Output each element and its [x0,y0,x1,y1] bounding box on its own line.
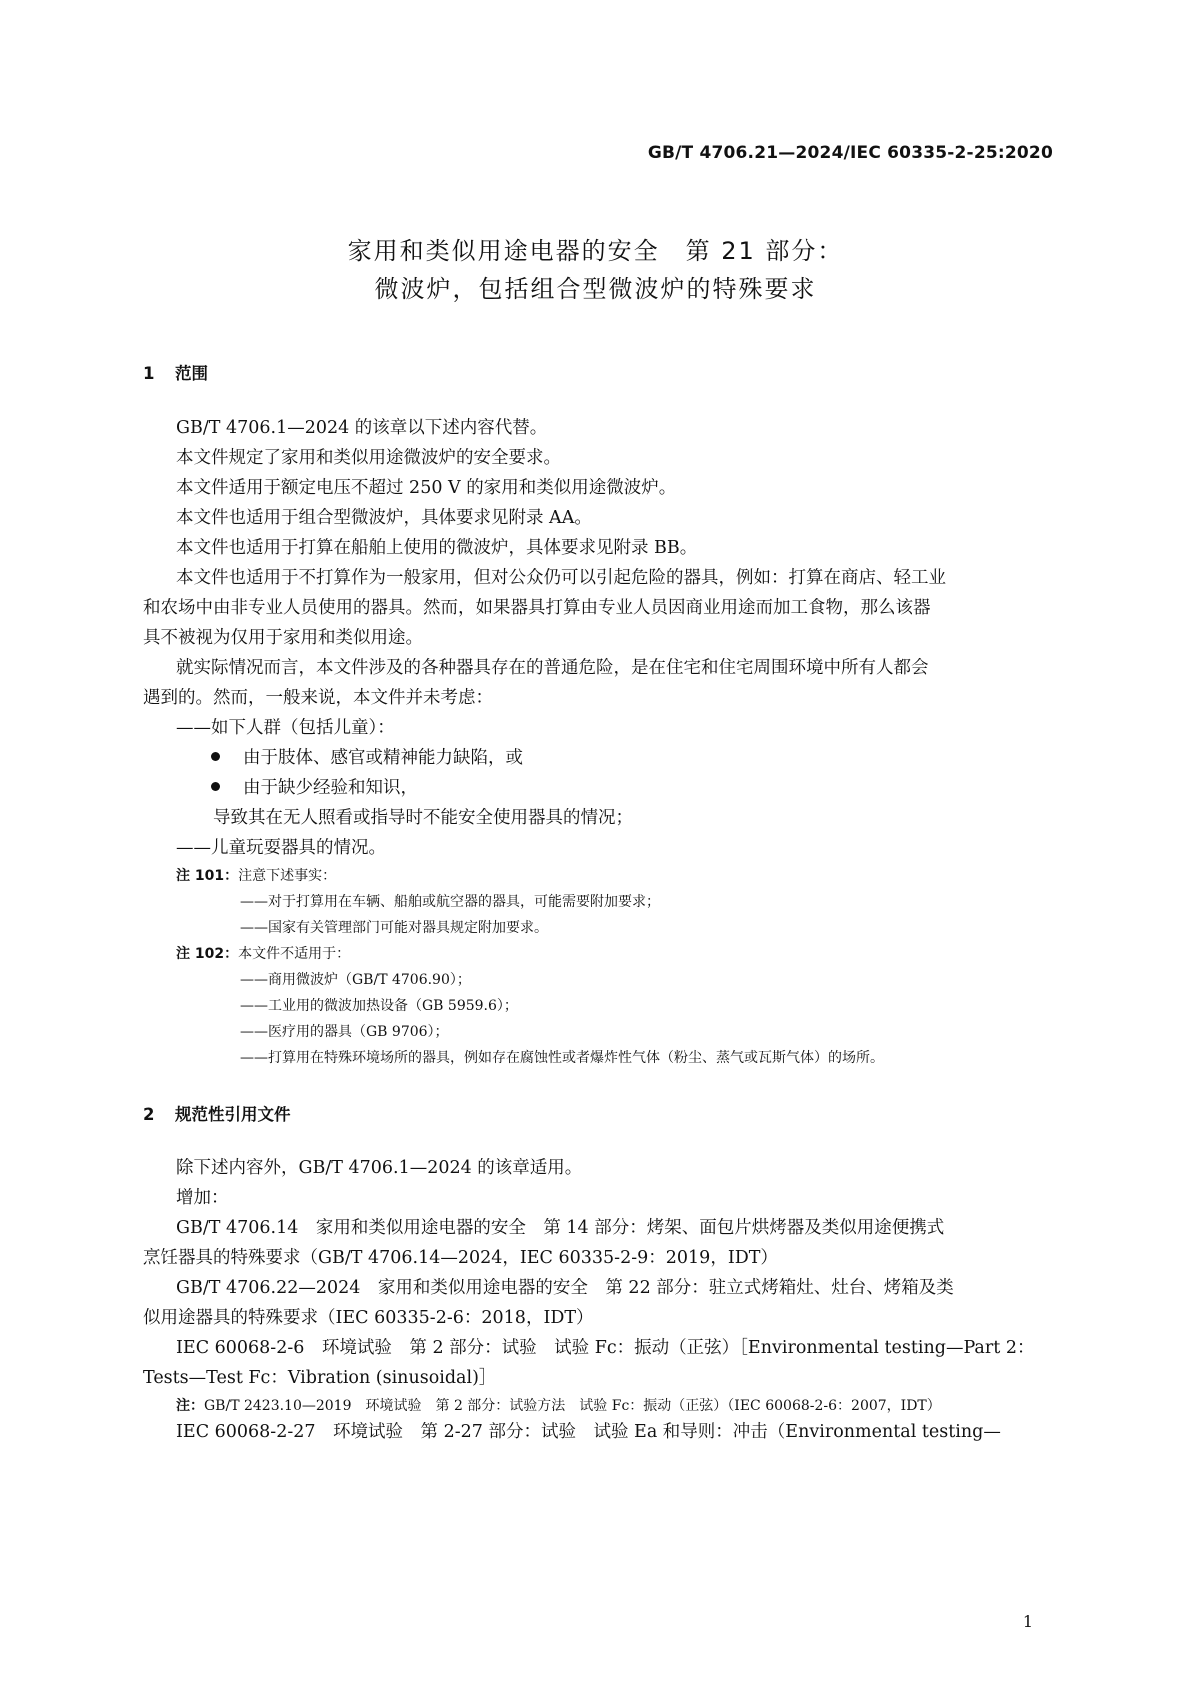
section-2-note: 注：GB/T 2423.10—2019 环境试验 第 2 部分：试验方法 试验 Fc：振动（正弦）（IEC 60068-2-6：2007，IDT） [176,1398,941,1414]
paragraph-line: 和农场中由非专业人员使用的器具。然而，如果器具打算由专业人员因商业用途而加工食物，那么该器 [143,598,931,618]
reference-line: 似用途器具的特殊要求（IEC 60335-2-6：2018，IDT） [143,1308,594,1328]
note-item: ——医疗用的器具（GB 9706）； [240,1024,449,1040]
bullet-item: 由于缺少经验和知识， [211,777,418,799]
title-line-1: 家用和类似用途电器的安全 第 21 部分： [347,237,844,265]
paragraph-line: 增加： [176,1188,229,1208]
note-item: ——打算用在特殊环境场所的器具，例如存在腐蚀性或者爆炸性气体（粉尘、蒸气或瓦斯气体）的场所。 [240,1050,884,1066]
reference-line: GB/T 4706.14 家用和类似用途电器的安全 第 14 部分：烤架、面包片烘烤器及类似用途便携式 [176,1218,945,1238]
section-2-title: 规范性引用文件 [175,1105,291,1124]
note-label: 注： [176,1398,204,1414]
paragraph-line: 本文件也适用于打算在船舶上使用的微波炉，具体要求见附录 BB。 [176,538,698,558]
standard-id-header: GB/T 4706.21—2024/IEC 60335-2-25:2020 [647,143,1053,163]
reference-line: IEC 60068-2-27 环境试验 第 2-27 部分：试验 试验 Ea 和导则：冲击（Environmental testing— [176,1422,1001,1442]
paragraph-line: 就实际情况而言，本文件涉及的各种器具存在的普通危险，是在住宅和住宅周围环境中所有人都会 [176,658,929,678]
reference-line: IEC 60068-2-6 环境试验 第 2 部分：试验 试验 Fc：振动（正弦）［Environmental testing—Part 2： [176,1338,1035,1358]
title-line-2: 微波炉，包括组合型微波炉的特殊要求 [374,275,817,303]
paragraph-line: 导致其在无人照看或指导时不能安全使用器具的情况； [213,808,633,828]
reference-line: 烹饪器具的特殊要求（GB/T 4706.14—2024，IEC 60335-2-9：2019，IDT） [143,1248,778,1268]
section-2-number: 2 [143,1105,155,1124]
paragraph-line: 具不被视为仅用于家用和类似用途。 [143,628,423,648]
list-item: ——儿童玩耍器具的情况。 [176,838,386,858]
note-101: 注 101：注意下述事实： [176,868,337,884]
paragraph-line: 本文件适用于额定电压不超过 250 V 的家用和类似用途微波炉。 [176,478,677,498]
note-item: ——工业用的微波加热设备（GB 5959.6）； [240,998,518,1014]
note-102: 注 102：本文件不适用于： [176,946,351,962]
paragraph-line: 除下述内容外，GB/T 4706.1—2024 的该章适用。 [176,1158,583,1178]
note-item: ——国家有关管理部门可能对器具规定附加要求。 [240,920,548,936]
section-1-title: 范围 [175,364,208,383]
bullet-icon [211,782,220,791]
bullet-item: 由于肢体、感官或精神能力缺陷，或 [211,747,523,769]
bullet-icon [211,752,220,761]
page-number: 1 [1022,1612,1033,1631]
paragraph-line: GB/T 4706.1—2024 的该章以下述内容代替。 [176,418,548,438]
list-item: ——如下人群（包括儿童）： [176,718,395,738]
reference-line: GB/T 4706.22—2024 家用和类似用途电器的安全 第 22 部分：驻立式烤箱灶、灶台、烤箱及类 [176,1278,954,1298]
paragraph-line: 本文件规定了家用和类似用途微波炉的安全要求。 [176,448,561,468]
section-1-heading [143,360,208,384]
note-label: 注 102： [176,946,239,962]
note-item: ——对于打算用在车辆、船舶或航空器的器具，可能需要附加要求； [240,894,660,910]
paragraph-line: 本文件也适用于不打算作为一般家用，但对公众仍可以引起危险的器具，例如：打算在商店、轻工业 [176,568,946,588]
section-1-number: 1 [143,364,155,383]
note-item: ——商用微波炉（GB/T 4706.90）； [240,972,471,988]
reference-line: Tests—Test Fc：Vibration (sinusoidal)］ [143,1368,497,1388]
paragraph-line: 遇到的。然而，一般来说，本文件并未考虑： [143,688,493,708]
note-label: 注 101： [176,868,239,884]
paragraph-line: 本文件也适用于组合型微波炉，具体要求见附录 AA。 [176,508,592,528]
section-2-heading [143,1101,291,1125]
